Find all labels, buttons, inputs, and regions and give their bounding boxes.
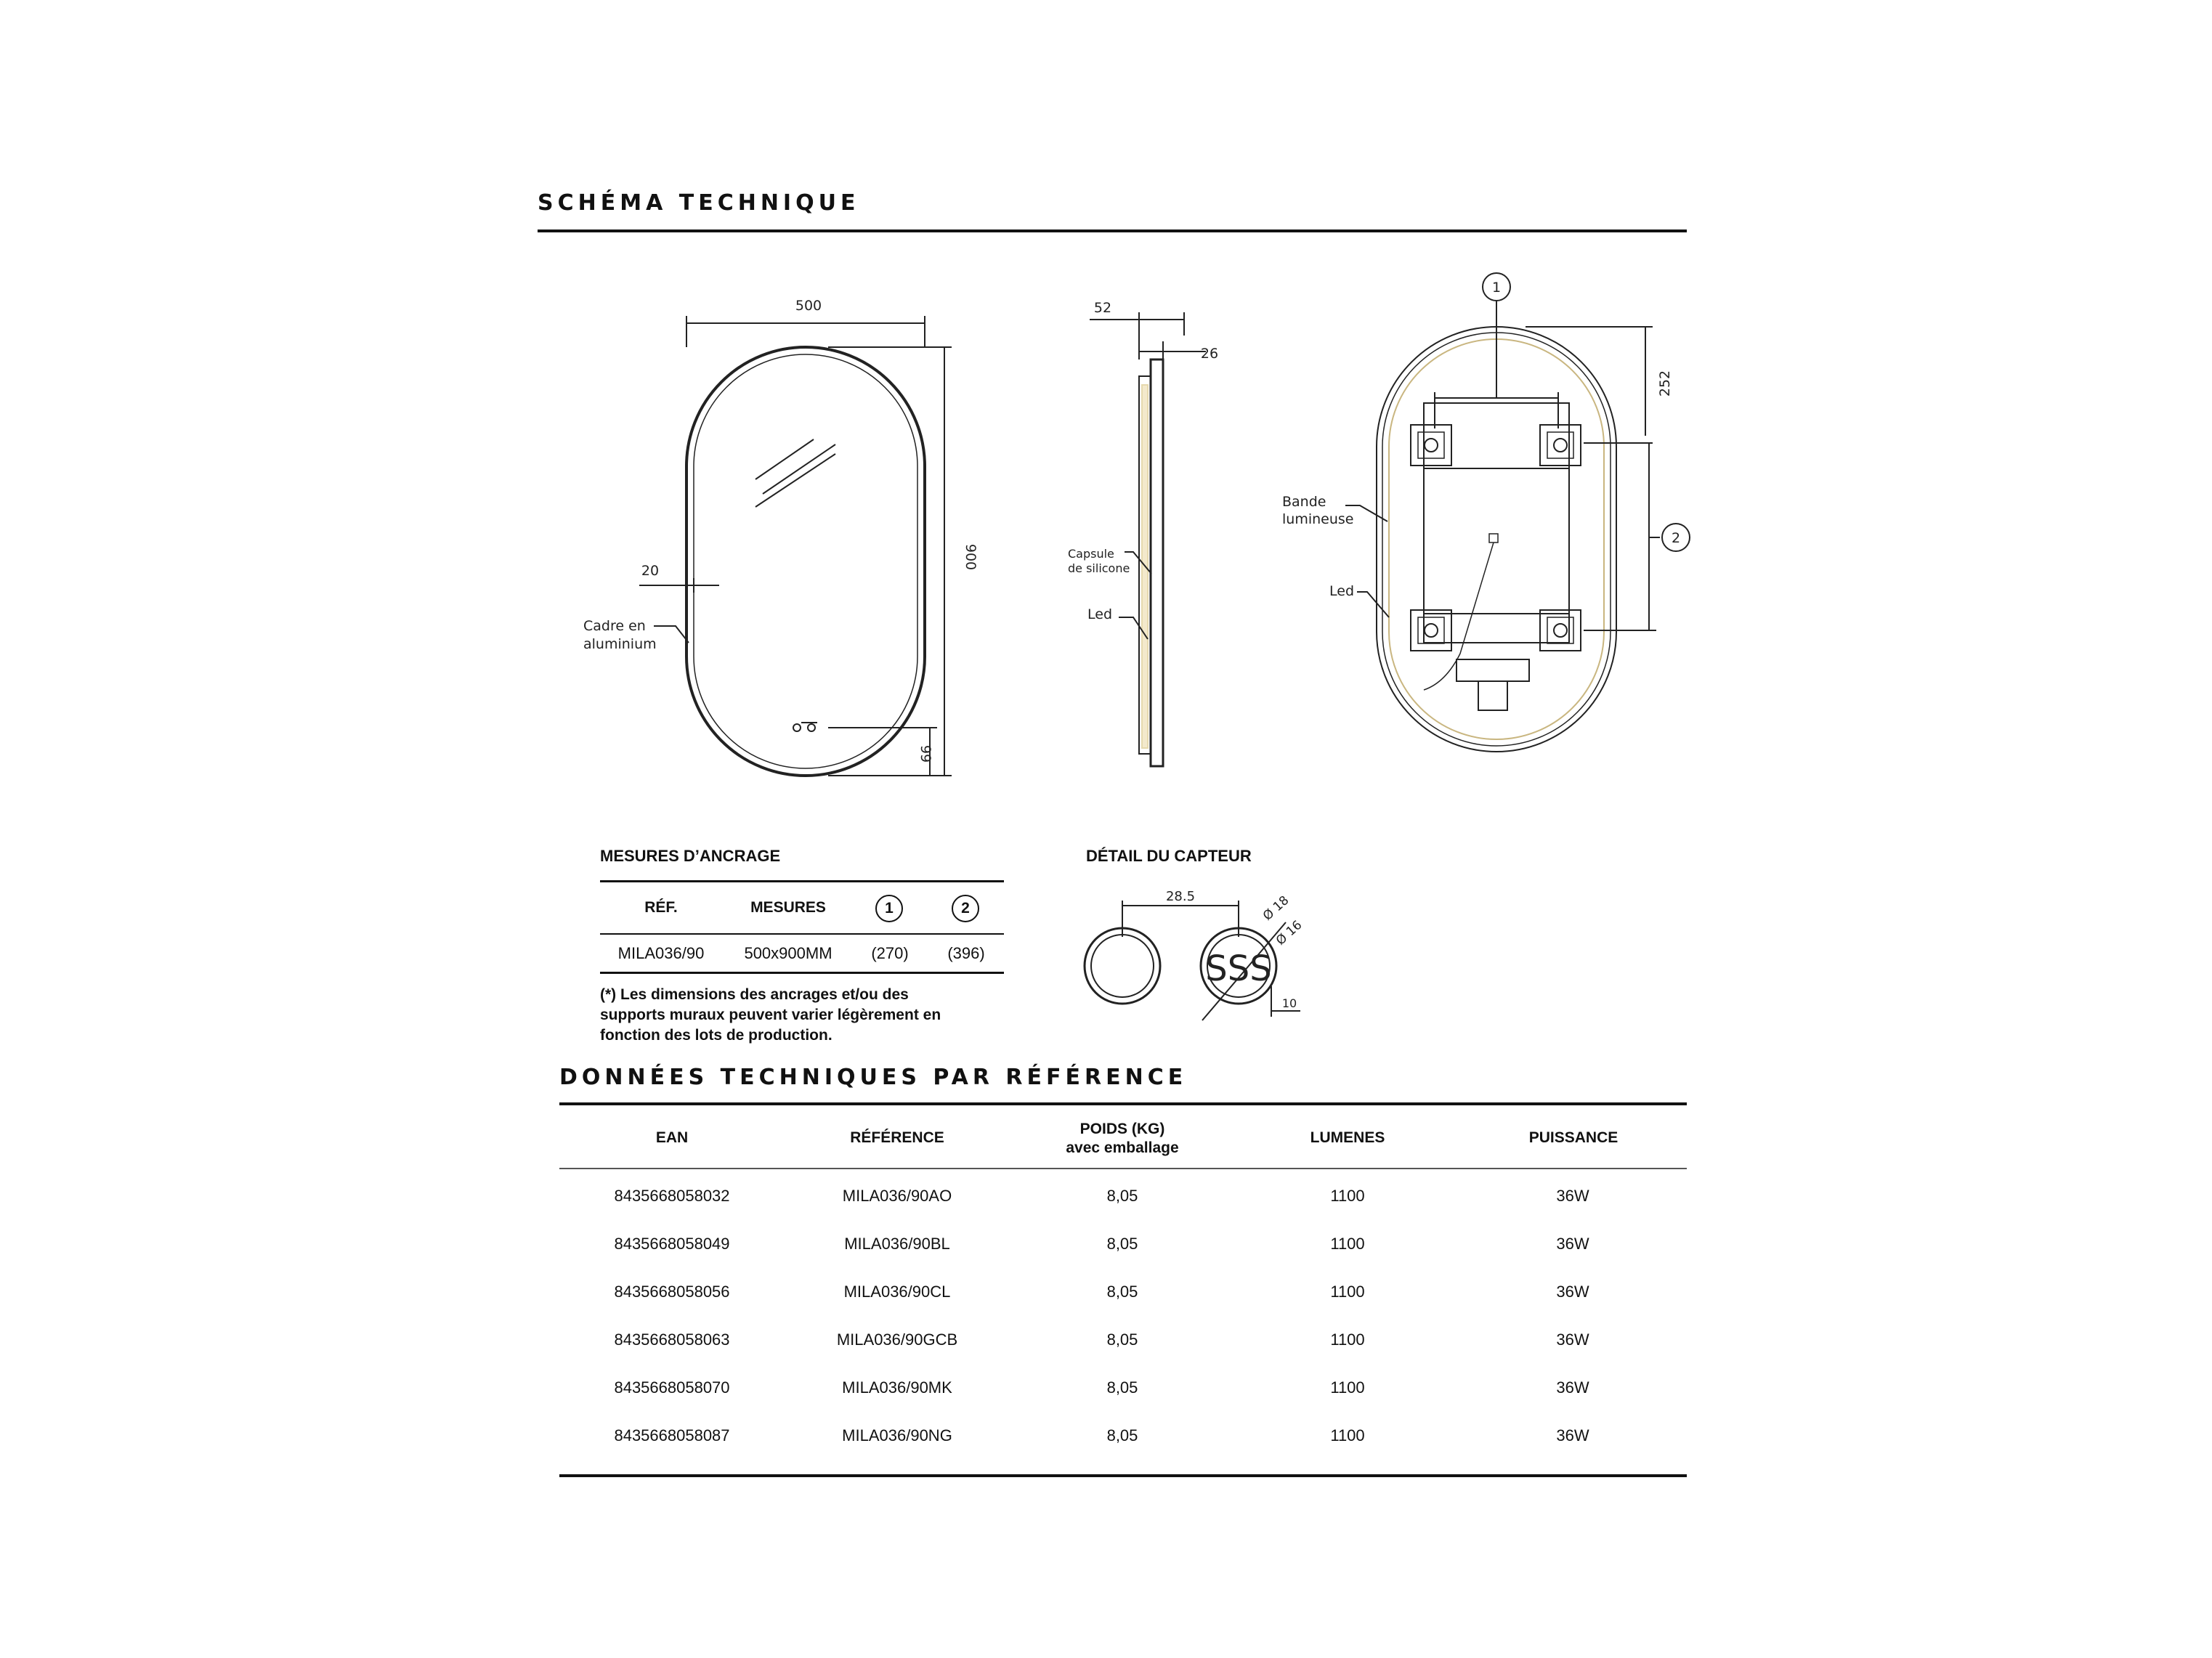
marker-2: 2 [1671, 530, 1681, 546]
capsule-label-2: de silicone [1068, 561, 1130, 575]
schema-title: SCHÉMA TECHNIQUE [538, 190, 860, 216]
tech-cell-ean: 8435668058063 [614, 1330, 730, 1349]
tech-cell-reference: MILA036/90MK [842, 1378, 952, 1397]
tech-title: DONNÉES TECHNIQUES PAR RÉFÉRENCE [559, 1065, 1188, 1090]
anchor-cell-1: (270) [871, 944, 909, 962]
tech-header-poids [1010, 1120, 1235, 1158]
anchor-header-ref: RÉF. [644, 899, 678, 916]
tech-title-rule [559, 1102, 1687, 1105]
tech-cell-poids: 8,05 [1106, 1235, 1138, 1253]
tech-header-puissance: PUISSANCE [1528, 1129, 1619, 1146]
sensor-title: DÉTAIL DU CAPTEUR [1086, 847, 1252, 865]
tech-cell-puissance: 36W [1556, 1283, 1589, 1301]
anchor-bottom-rule [600, 972, 1004, 974]
tech-cell-ean: 8435668058049 [614, 1235, 730, 1253]
tech-cell-lumenes: 1100 [1330, 1378, 1365, 1397]
tech-cell-poids: 8,05 [1106, 1187, 1138, 1205]
tech-cell-poids: 8,05 [1106, 1378, 1138, 1397]
anchor-note-line-1: (*) Les dimensions des ancrages et/ou des [600, 986, 909, 1003]
dim-depth-total: 52 [1093, 300, 1112, 316]
dim-height: 900 [963, 543, 979, 571]
dim-frame: 20 [641, 563, 660, 579]
tech-cell-puissance: 36W [1556, 1426, 1589, 1444]
tech-cell-puissance: 36W [1556, 1187, 1589, 1205]
anchor-header-mesures: MESURES [750, 899, 826, 916]
dim-252: 252 [1657, 370, 1673, 397]
tech-cell-puissance: 36W [1556, 1330, 1589, 1349]
tech-header-ean: EAN [655, 1129, 689, 1146]
dim-width: 500 [795, 298, 822, 314]
sensor-glyph: SSS [1205, 948, 1272, 989]
front-view [639, 316, 952, 776]
tech-cell-lumenes: 1100 [1330, 1330, 1365, 1349]
tech-cell-reference: MILA036/90GCB [836, 1330, 958, 1349]
sensor-dim-d16: Ø 16 [1273, 917, 1305, 948]
sensor-dim-d18: Ø 18 [1260, 893, 1292, 924]
anchor-title: MESURES D’ANCRAGE [600, 847, 781, 865]
tech-cell-ean: 8435668058056 [614, 1283, 730, 1301]
dim-depth-frame: 26 [1200, 346, 1219, 362]
tech-cell-lumenes: 1100 [1330, 1187, 1365, 1205]
anchor-cell-2: (396) [947, 944, 985, 962]
tech-header-rule [559, 1168, 1687, 1169]
capsule-label-1: Capsule [1068, 547, 1114, 561]
anchor-top-rule [600, 880, 1004, 882]
side-led-label: Led [1087, 606, 1113, 622]
sensor-dim-width: 28.5 [1165, 889, 1196, 904]
anchor-note [600, 985, 1036, 1046]
tech-cell-puissance: 36W [1556, 1235, 1589, 1253]
frame-label-1: Cadre en [583, 618, 646, 634]
anchor-note-line-2: supports muraux peuvent varier légèrement en [600, 1007, 941, 1023]
tech-cell-poids: 8,05 [1106, 1283, 1138, 1301]
frame-label-2: aluminium [583, 636, 657, 652]
band-label-1: Bande [1282, 494, 1326, 510]
tech-cell-reference: MILA036/90CL [843, 1283, 951, 1301]
anchor-cell-ref: MILA036/90 [617, 944, 705, 962]
back-led-label: Led [1329, 583, 1355, 599]
tech-cell-ean: 8435668058070 [614, 1378, 730, 1397]
dim-bottom-offset: 99 [917, 744, 933, 763]
tech-header-poids-line-2: avec emballage [1066, 1139, 1179, 1156]
tech-cell-lumenes: 1100 [1330, 1426, 1365, 1444]
tech-cell-puissance: 36W [1556, 1378, 1589, 1397]
tech-cell-ean: 8435668058032 [614, 1187, 730, 1205]
sensor-dim-10: 10 [1281, 996, 1297, 1010]
tech-header-reference: RÉFÉRENCE [850, 1129, 944, 1146]
tech-cell-poids: 8,05 [1106, 1330, 1138, 1349]
anchor-header-marker-1: 1 [875, 895, 903, 922]
band-label-2: lumineuse [1282, 511, 1354, 527]
anchor-mid-rule [600, 933, 1004, 935]
side-view [1090, 312, 1206, 766]
tech-header-lumenes: LUMENES [1310, 1129, 1385, 1146]
tech-cell-ean: 8435668058087 [614, 1426, 730, 1444]
tech-cell-reference: MILA036/90BL [844, 1235, 950, 1253]
tech-bottom-rule [559, 1474, 1687, 1477]
anchor-note-line-3: fonction des lots de production. [600, 1027, 832, 1044]
tech-cell-reference: MILA036/90AO [842, 1187, 952, 1205]
tech-cell-reference: MILA036/90NG [842, 1426, 952, 1444]
tech-header-poids-line-1: POIDS (KG) [1079, 1121, 1165, 1137]
back-view [1345, 273, 1690, 752]
marker-1: 1 [1491, 280, 1502, 296]
tech-cell-poids: 8,05 [1106, 1426, 1138, 1444]
tech-cell-lumenes: 1100 [1330, 1283, 1365, 1301]
anchor-cell-mesures: 500x900MM [744, 944, 832, 962]
tech-cell-lumenes: 1100 [1330, 1235, 1365, 1253]
anchor-header-marker-2: 2 [952, 895, 979, 922]
